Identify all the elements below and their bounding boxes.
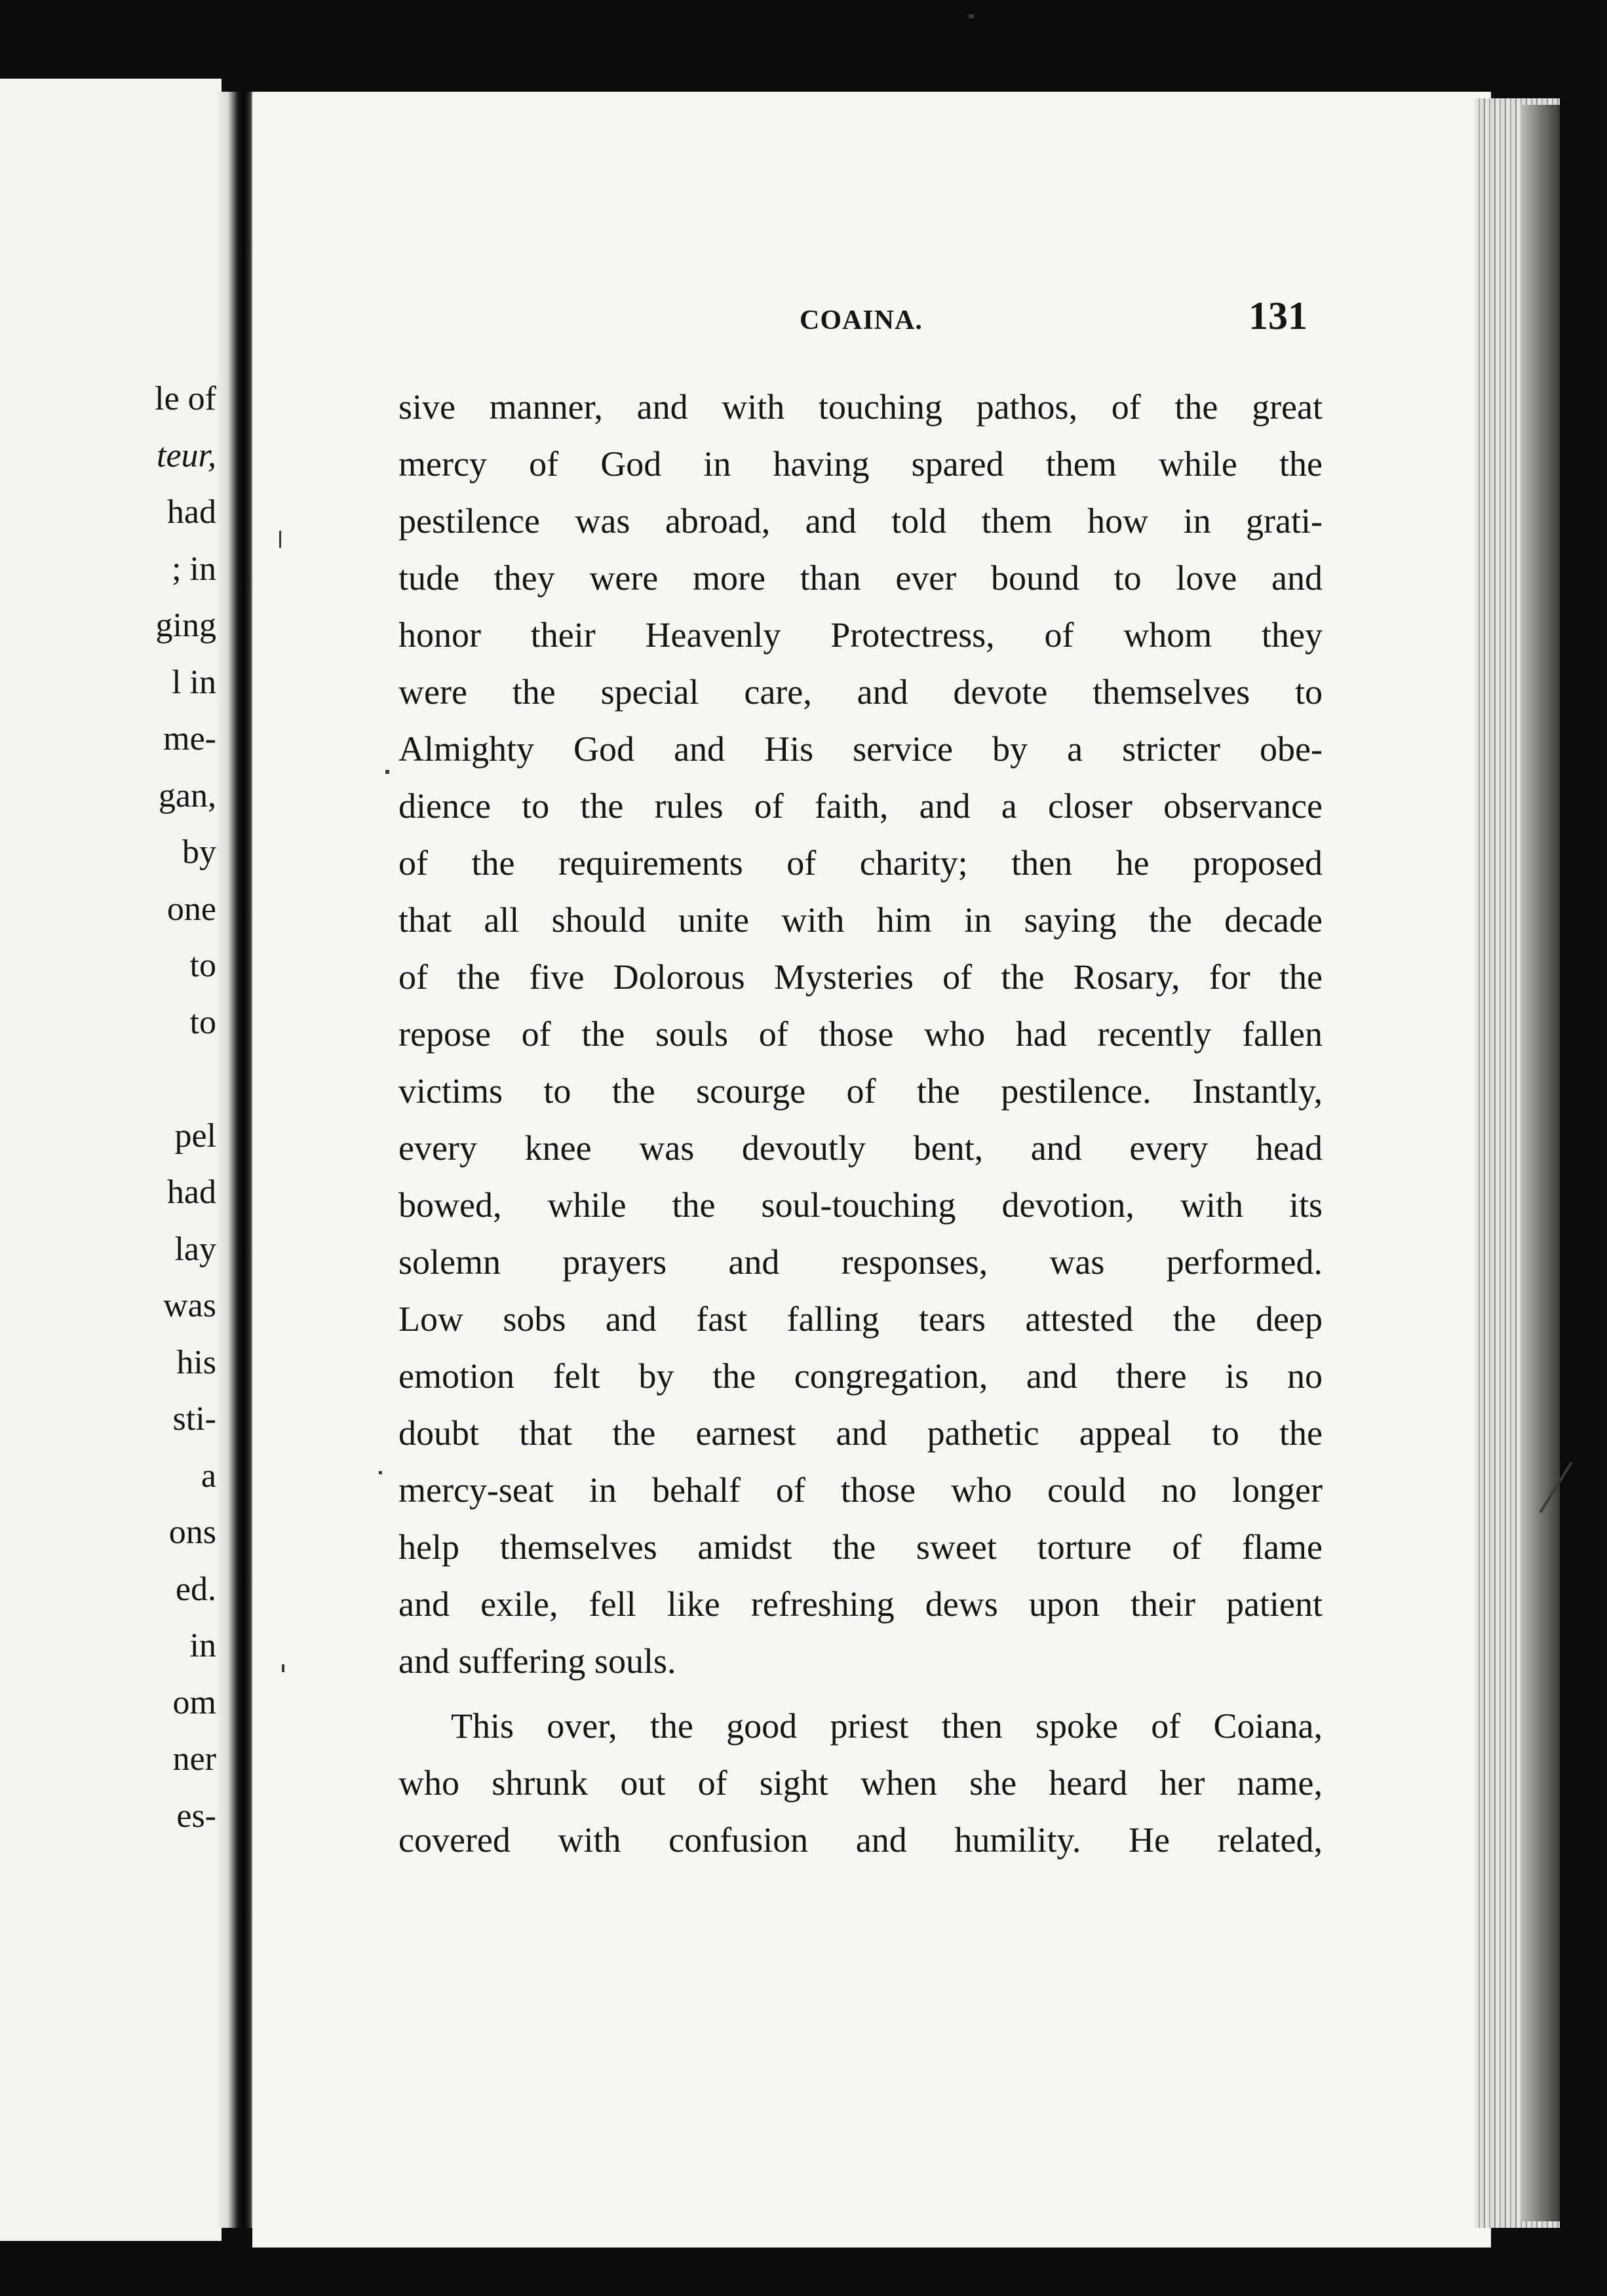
page-body-text <box>398 379 1323 1869</box>
previous-page-line: om <box>172 1683 216 1721</box>
previous-page-line: ner <box>172 1740 216 1778</box>
previous-page-line: gan, <box>158 776 216 814</box>
previous-page-line: lay <box>174 1230 216 1268</box>
previous-page-line: by <box>182 833 216 871</box>
previous-page <box>0 79 222 2241</box>
text-line: every knee was devoutly bent, and every head <box>398 1128 1323 1168</box>
text-line: that all should unite with him in saying the decade <box>398 900 1323 940</box>
previous-page-text <box>0 371 216 1845</box>
text-line: solemn prayers and responses, was performed. <box>398 1242 1323 1282</box>
previous-page-line: le of <box>155 380 216 417</box>
text-line: covered with confusion and humility. He related, <box>398 1820 1323 1860</box>
previous-page-line: es- <box>176 1797 216 1835</box>
previous-page-line: pel <box>174 1117 216 1155</box>
text-line: and exile, fell like refreshing dews upon their patient <box>398 1584 1323 1624</box>
text-line: were the special care, and devote themselves to <box>398 672 1323 712</box>
text-line: and suffering souls. <box>398 1641 676 1681</box>
text-line: Almighty God and His service by a stricter obe- <box>398 729 1323 769</box>
previous-page-line: had <box>166 1174 216 1211</box>
page-number: 131 <box>1249 294 1307 337</box>
previous-page-line: was <box>163 1287 216 1324</box>
text-line: mercy of God in having spared them while the <box>398 444 1323 484</box>
text-line: honor their Heavenly Protectress, of whom they <box>398 615 1323 655</box>
paragraph <box>398 1698 1323 1869</box>
previous-page-line: l in <box>172 663 216 701</box>
previous-page-line: to <box>189 1003 216 1041</box>
text-line: This over, the good priest then spoke of Coiana, <box>451 1706 1323 1746</box>
previous-page-line: one <box>166 890 216 928</box>
text-line: bowed, while the soul-touching devotion, with its <box>398 1185 1323 1225</box>
text-line: dience to the rules of faith, and a closer observance <box>398 786 1323 826</box>
text-line: sive manner, and with touching pathos, of the great <box>398 387 1323 427</box>
previous-page-line: ; in <box>172 550 216 588</box>
text-line: victims to the scourge of the pestilence. Instantly, <box>398 1071 1323 1111</box>
scan-speck <box>279 531 281 548</box>
previous-page-line: in <box>189 1627 216 1664</box>
previous-page-line: ging <box>155 607 216 644</box>
page-edges-shadow <box>1520 105 1560 2221</box>
text-line: pestilence was abroad, and told them how in grati- <box>398 501 1323 541</box>
text-line: emotion felt by the congregation, and there is no <box>398 1356 1323 1396</box>
previous-page-line: ons <box>168 1514 216 1551</box>
book-gutter <box>216 92 256 2228</box>
scan-speck <box>385 770 389 774</box>
previous-page-line: his <box>176 1343 216 1381</box>
text-line: doubt that the earnest and pathetic appeal to the <box>398 1413 1323 1453</box>
previous-page-line: teur, <box>157 436 216 474</box>
text-line: help themselves amidst the sweet torture of flame <box>398 1527 1323 1567</box>
running-head: COAINA. <box>800 305 923 335</box>
text-line: mercy-seat in behalf of those who could no longer <box>398 1470 1323 1510</box>
previous-page-line: sti- <box>172 1400 216 1438</box>
text-line: tude they were more than ever bound to love and <box>398 558 1323 598</box>
paragraph <box>398 379 1323 1690</box>
previous-page-line: ed. <box>175 1570 216 1608</box>
scan-speck <box>282 1664 284 1672</box>
text-line: Low sobs and fast falling tears attested the deep <box>398 1299 1323 1339</box>
previous-page-line: a <box>201 1457 216 1495</box>
previous-page-line <box>0 1051 216 1108</box>
paragraph-gap <box>398 1690 1323 1698</box>
text-line: of the requirements of charity; then he proposed <box>398 843 1323 883</box>
previous-page-line: had <box>166 493 216 531</box>
text-line: repose of the souls of those who had recently fallen <box>398 1014 1323 1054</box>
scan-speck <box>379 1471 382 1474</box>
previous-page-line: me- <box>163 720 216 757</box>
text-line: of the five Dolorous Mysteries of the Rosary, for the <box>398 957 1323 997</box>
previous-page-line: to <box>189 947 216 984</box>
text-line: who shrunk out of sight when she heard her name, <box>398 1763 1323 1803</box>
scan-speck <box>969 14 974 18</box>
